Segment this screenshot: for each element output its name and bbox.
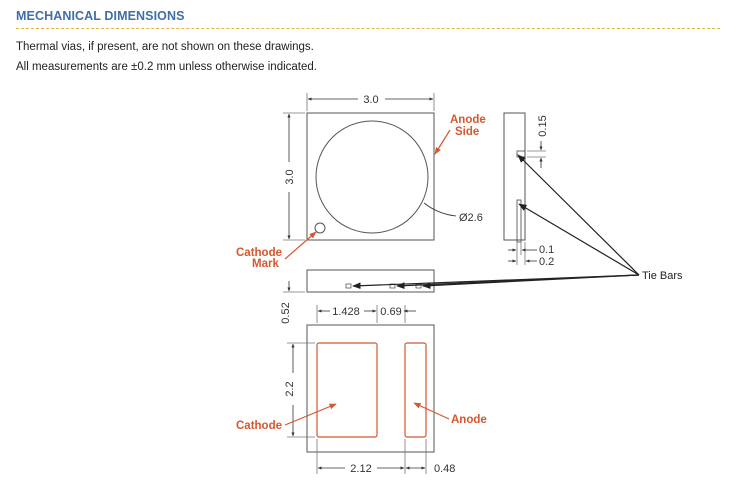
dim-pad-gap: 0.69 <box>380 306 402 318</box>
anode-pad <box>405 343 426 437</box>
tie-bar-stub-lower <box>517 200 521 242</box>
note-thermal-vias: Thermal vias, if present, are not shown on these drawings. <box>16 41 314 53</box>
package-outline-bottom <box>307 325 434 452</box>
dim-lens-diameter: Ø2.6 <box>459 212 483 224</box>
tie-bar-front-1 <box>346 284 351 288</box>
anode-side-label-1: Anode <box>450 114 486 126</box>
section-title: MECHANICAL DIMENSIONS <box>16 9 185 23</box>
cathode-mark-label-2: Mark <box>252 258 279 270</box>
anode-side-label-2: Side <box>455 126 480 138</box>
cathode-mark-label-1: Cathode <box>236 247 282 259</box>
package-outline-front <box>307 270 434 292</box>
package-outline-top <box>307 113 434 240</box>
dim-pad-offset: 1.428 <box>332 306 360 318</box>
lens-circle <box>316 121 428 233</box>
package-outline-side <box>504 113 525 240</box>
dim-thickness: 0.52 <box>280 302 292 324</box>
tie-bars-label: Tie Bars <box>642 270 683 282</box>
tie-bars-leaders <box>353 155 683 286</box>
dim-tie-bar-a: 0.1 <box>539 244 555 256</box>
side-view-right <box>504 113 554 268</box>
anode-pad-label: Anode <box>451 414 487 426</box>
dim-tie-bar-b: 0.2 <box>539 256 555 268</box>
cathode-pad-label: Cathode <box>236 420 282 432</box>
dim-anode-pad-width: 0.48 <box>434 463 456 475</box>
cathode-mark-dot <box>315 223 325 233</box>
top-view <box>236 93 486 270</box>
dim-top-width: 3.0 <box>363 94 379 106</box>
tie-bar-stub-upper <box>517 151 525 157</box>
note-tolerance: All measurements are ±0.2 mm unless otherwise indicated. <box>16 61 317 73</box>
dim-top-height: 3.0 <box>284 169 296 185</box>
cathode-pad <box>317 343 377 437</box>
dim-pad-height: 2.2 <box>284 381 296 397</box>
dim-lead-height: 0.15 <box>537 115 549 137</box>
dim-cathode-pad-width: 2.12 <box>350 463 372 475</box>
bottom-view <box>236 305 487 475</box>
